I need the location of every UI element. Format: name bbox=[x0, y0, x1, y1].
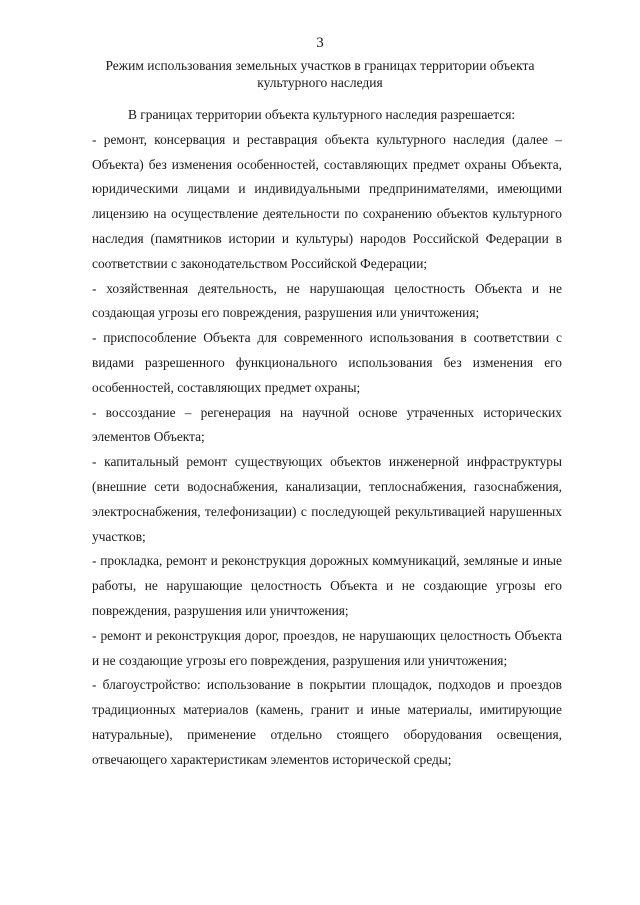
document-body bbox=[92, 103, 562, 773]
list-item: - благоустройство: использование в покрытии площадок, подходов и проездов традиционных материалов (камень, гранит и иные материалы, имитирующие натуральные), применение отдельно стоящего оборудования освещения, отвечающего характеристикам элементов исторической среды; bbox=[92, 677, 562, 767]
page-number: 3 bbox=[316, 35, 324, 51]
list-item: - капитальный ремонт существующих объектов инженерной инфраструктуры (внешние сети водоснабжения, канализации, теплоснабжения, газоснабжения, электроснабжения, телефонизации) с последующей рекультивацией нарушенных участков; bbox=[92, 454, 562, 544]
list-item: - приспособление Объекта для современного использования в соответствии с видами разрешенного функционального использования без изменения его особенностей, составляющих предмет охраны; bbox=[92, 330, 562, 395]
intro-paragraph: В границах территории объекта культурного наследия разрешается: bbox=[128, 107, 516, 122]
list-item: - хозяйственная деятельность, не нарушающая целостность Объекта и не создающая угрозы его повреждения, разрушения или уничтожения; bbox=[92, 280, 562, 321]
list-item: - воссоздание – регенерация на научной основе утраченных исторических элементов Объекта; bbox=[92, 404, 562, 445]
list-item: - ремонт, консервация и реставрация объекта культурного наследия (далее – Объекта) без изменения особенностей, составляющих предмет охраны Объекта, юридическими лицами и индивидуальными предпринимателями, имеющими лицензию на осуществление деятельности по сохранению объектов культурного наследия (памятников истории и культуры) народов Российской Федерации в соответствии с законодательством Российской Федерации; bbox=[92, 131, 562, 271]
list-item: - ремонт и реконструкция дорог, проездов, не нарушающих целостность Объекта и не создающие угрозы его повреждения, разрушения или уничтожения; bbox=[92, 627, 562, 668]
list-item: - прокладка, ремонт и реконструкция дорожных коммуникаций, земляные и иные работы, не нарушающие целостность Объекта и не создающие угрозы его повреждения, разрушения или уничтожения; bbox=[92, 553, 562, 618]
section-heading: Режим использования земельных участков в границах территории объекта культурного наследия bbox=[105, 58, 535, 90]
